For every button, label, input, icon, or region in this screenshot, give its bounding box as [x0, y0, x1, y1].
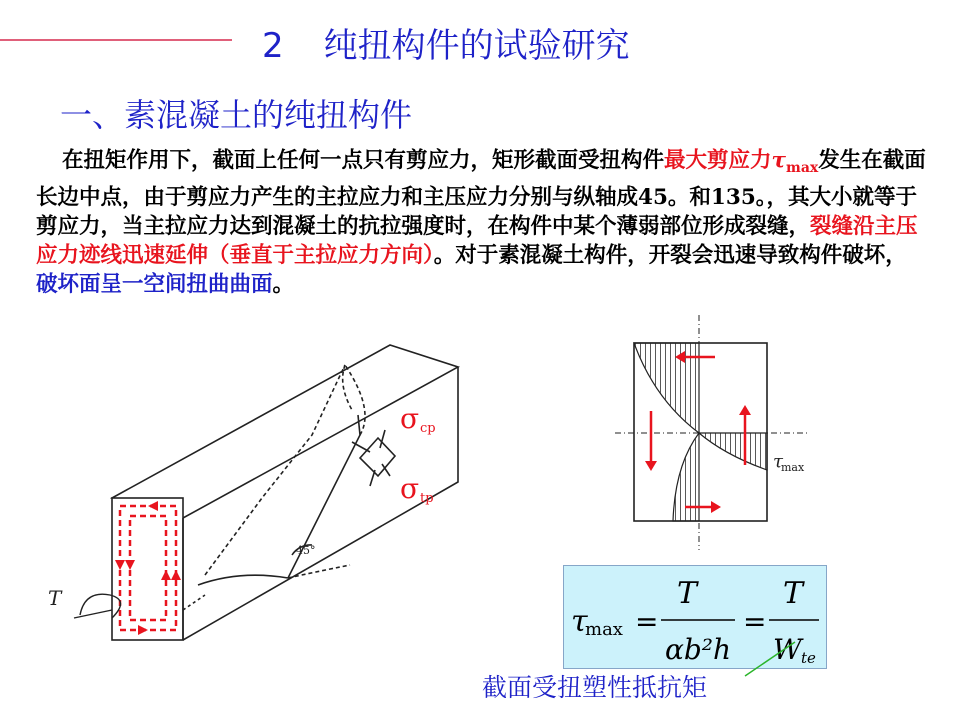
section-title: 纯扭构件的试验研究	[323, 26, 630, 66]
formula-tau: τ	[571, 604, 588, 639]
formula-denominator-2: W	[773, 633, 802, 666]
sigma-cp-subscript: cp	[420, 421, 436, 436]
shear-stress-diagram	[615, 315, 815, 550]
tau-subscript: max	[786, 160, 819, 176]
highlight-blue: 破坏面呈一空间扭曲曲面	[36, 272, 273, 297]
sigma-tp-symbol: σ	[400, 472, 420, 505]
title-accent-line	[0, 39, 232, 41]
body-paragraph	[36, 146, 928, 299]
page-title	[262, 18, 630, 67]
formula-denominator-1: αb²h	[664, 633, 732, 666]
angle-label: 45°	[296, 544, 316, 557]
formula-numerator-1: T	[676, 576, 698, 611]
section-number: 2	[262, 26, 284, 66]
svg-text:=: =	[635, 605, 659, 638]
highlight-red: 最大剪应力	[664, 148, 772, 173]
subsection-heading: 一、素混凝土的纯扭构件	[60, 96, 413, 134]
formula-caption: 截面受扭塑性抵抗矩	[482, 673, 708, 702]
tau-label-subscript: max	[781, 461, 805, 474]
sigma-tp-subscript: tp	[420, 491, 434, 506]
text-run: 在扭矩作用下，截面上任何一点只有剪应力，矩形截面受扭构件	[62, 148, 665, 173]
svg-text:=: =	[743, 605, 767, 638]
sigma-cp-symbol: σ	[400, 402, 420, 435]
beam-torsion-figure	[40, 340, 470, 650]
pointer-line	[740, 640, 800, 680]
tau-label: τ	[773, 451, 783, 472]
tau-symbol: τ	[771, 148, 786, 173]
text-run: 。对于素混凝土构件，开裂会迅速导致构件破坏，	[433, 243, 907, 268]
highlight-red: 裂缝沿主压应力迹线迅速延伸（垂直于主拉应力方向）	[36, 214, 918, 268]
text-run: 。	[272, 272, 295, 297]
torque-label: T	[48, 586, 62, 610]
text-run: 发生在截面长边中点，由于剪应力产生的主拉应力和主压应力分别与纵轴成45。和135。，其大小就等于剪应力，当主拉应力达到混凝土的抗拉强度时，在构件中某个薄弱部位形成裂缝，	[36, 148, 926, 239]
formula-denominator-subscript: te	[801, 649, 816, 667]
formula-numerator-2: T	[782, 576, 804, 611]
formula-tau-subscript: max	[585, 619, 623, 640]
